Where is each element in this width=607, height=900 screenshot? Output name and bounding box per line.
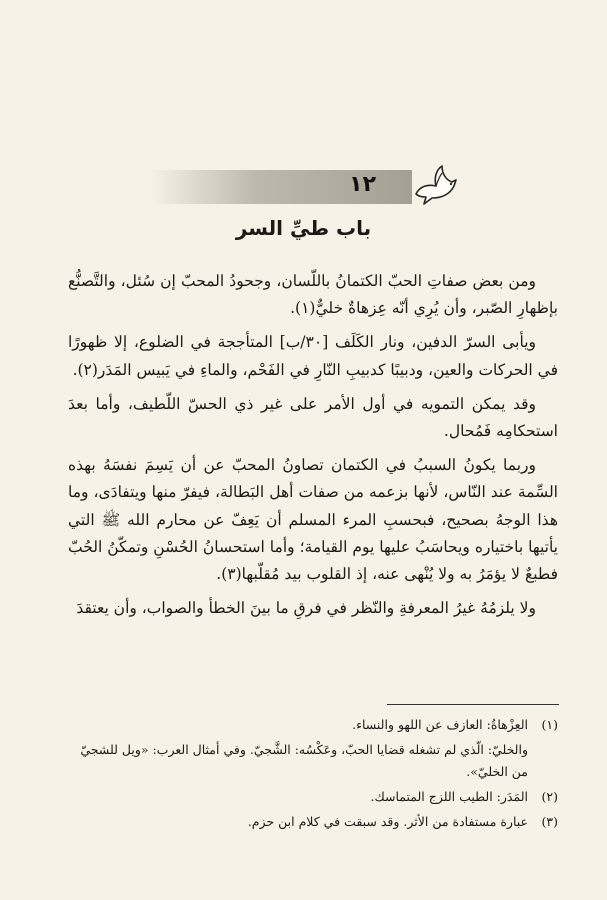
footnote-continuation [62, 739, 558, 783]
paragraph: وربما يكونُ السببُ في الكتمان تصاونُ المحبّ عن أن يَسِمَ نفسَهُ بهذه السِّمة عند النّاس، لأنها بزعمه من صفات أهل البَطالة، فيفرّ منها ويتفادَى، وما هذا الوجهُ بصحيح، فبحسبِ المرء المسلم أن يَعِفّ عن محارم الله ﷺ التي يأتيها باختياره ويحاسَبُ عليها يوم القيامة؛ وأما استحسانُ الحُسْنِ وتمكّنُ الحُبّ فطبعٌ لا يؤمَرُ به ولا يُنْهى عنه، إذ القلوب بيد مُقلّبها(٣). [68, 456, 558, 584]
footnote-text: المَدَر: الطيب اللزج المتماسك. [370, 789, 528, 804]
chapter-title: باب طيِّ السر [235, 216, 372, 240]
chapter-banner [150, 170, 412, 204]
body-text [68, 268, 558, 629]
footnote-number: (٢) [541, 789, 558, 804]
footnote [62, 714, 558, 736]
footnote-text: العِزْهاةُ: العازف عن اللهو والنساء. [352, 717, 528, 732]
paragraph: ولا يلزمُهُ غيرُ المعرفةِ والنّظر في فرقِ ما بينَ الخطأ والصواب، وأن يعتقدَ [76, 599, 536, 618]
footnote-divider [387, 704, 559, 705]
dove-icon [410, 164, 458, 208]
footnote-text: عبارة مستفادة من الأثر. وقد سبقت في كلام ابن حزم. [247, 814, 528, 829]
footnote-text: والخليّ: الّذي لم تشغله قضايا الحبّ، وعَكْسُه: الشَّجيّ. وفي أمثال العرب: «ويل للشجيّ من الخليّ». [80, 742, 528, 779]
paragraph: ومن بعض صفاتِ الحبّ الكتمانُ باللّسان، وجحودُ المحبّ إن سُئل، والتَّصنُّع بإظهارِ الصّبر، وأن يُرِي أنّه عِزهاةٌ خليٌّ(١). [68, 272, 558, 318]
footnote-number: (١) [541, 717, 558, 732]
paragraph: ويأبى السرّ الدفين، ونار الكَلَف [٣٠/ب] المتأججة في الضلوع، إلا ظهورًا في الحركات والعين، ودبيبًا كدبيبِ النّارِ في الفَحْم، والماءِ في يَبيس المَدَر(٢). [68, 333, 558, 379]
footnotes [62, 714, 558, 836]
chapter-number: ١٢ [349, 172, 376, 197]
footnote-number: (٣) [541, 814, 558, 829]
footnote [62, 786, 558, 808]
footnote [62, 811, 558, 833]
paragraph: وقد يمكن التمويه في أول الأمر على غير ذي الحسّ اللّطيف، وأما بعدَ استحكامِه فَمُحال. [68, 394, 558, 441]
